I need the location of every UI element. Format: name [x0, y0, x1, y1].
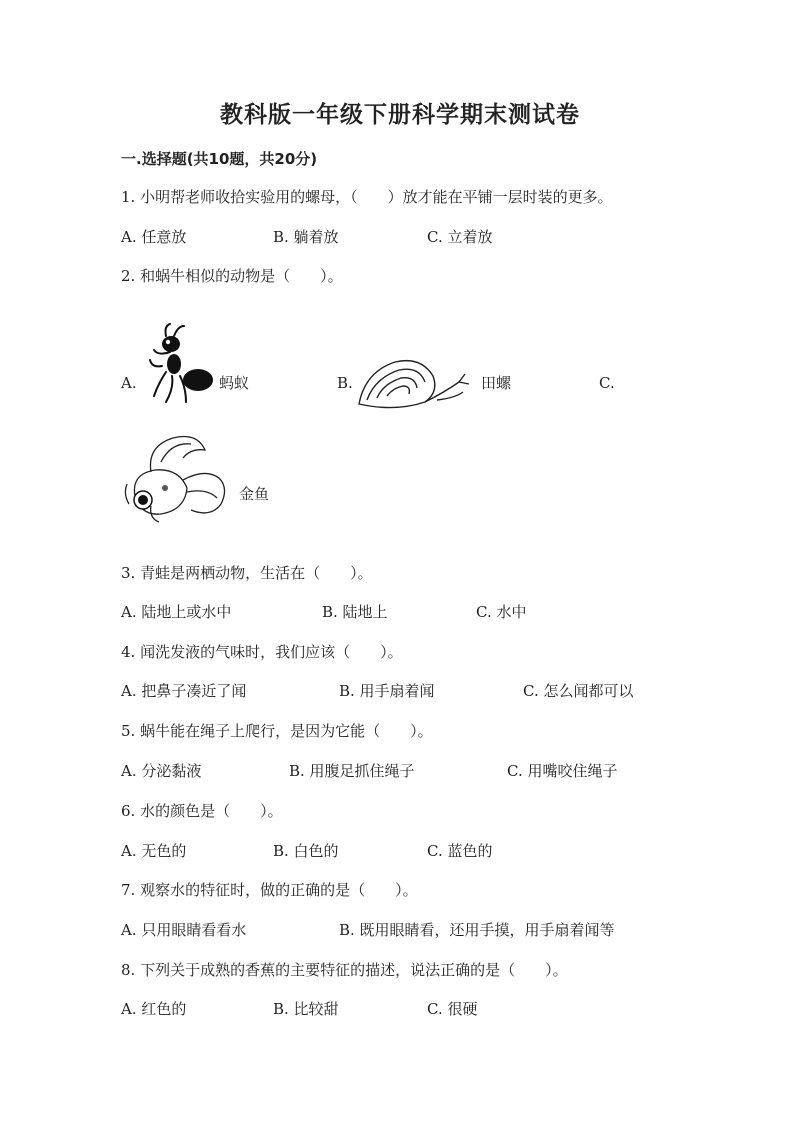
ant-image	[140, 322, 216, 408]
goldfish-image	[121, 432, 233, 524]
q2-option-c-label: 金鱼	[239, 485, 270, 503]
q3-option-c[interactable]: C. 水中	[476, 603, 527, 621]
q5-option-c[interactable]: C. 用嘴咬住绳子	[507, 762, 618, 780]
q7-option-a[interactable]: A. 只用眼睛看看水	[121, 921, 247, 939]
q6-option-b[interactable]: B. 白色的	[273, 842, 339, 860]
question-6: 6. 水的颜色是（ ）。	[121, 802, 283, 820]
q6-option-a[interactable]: A. 无色的	[121, 842, 187, 860]
q8-option-b[interactable]: B. 比较甜	[273, 1000, 339, 1018]
section-heading: 一.选择题(共10题，共20分)	[121, 150, 318, 168]
question-7: 7. 观察水的特征时，做的正确的是（ ）。	[121, 881, 418, 899]
q6-option-c[interactable]: C. 蓝色的	[427, 842, 493, 860]
q8-option-c[interactable]: C. 很硬	[427, 1000, 478, 1018]
question-3: 3. 青蛙是两栖动物，生活在（ ）。	[121, 564, 373, 582]
q5-option-a[interactable]: A. 分泌黏液	[121, 762, 202, 780]
question-1: 1. 小明帮老师收拾实验用的螺母，（ ）放才能在平铺一层时装的更多。	[121, 188, 613, 206]
q7-option-b[interactable]: B. 既用眼睛看，还用手摸，用手扇着闻等	[339, 921, 615, 939]
q3-option-a[interactable]: A. 陆地上或水中	[121, 603, 232, 621]
q4-option-c[interactable]: C. 怎么闻都可以	[523, 682, 634, 700]
q2-option-a-letter[interactable]: A.	[121, 374, 137, 392]
q4-option-a[interactable]: A. 把鼻子凑近了闻	[121, 682, 247, 700]
q3-option-b[interactable]: B. 陆地上	[322, 603, 388, 621]
q1-option-a[interactable]: A. 任意放	[121, 228, 187, 246]
question-4: 4. 闻洗发液的气味时，我们应该（ ）。	[121, 643, 403, 661]
q2-option-c-letter[interactable]: C.	[599, 374, 615, 392]
q5-option-b[interactable]: B. 用腹足抓住绳子	[289, 762, 415, 780]
snail-image	[355, 352, 475, 412]
q8-option-a[interactable]: A. 红色的	[121, 1000, 187, 1018]
q2-option-b-label: 田螺	[481, 374, 512, 392]
page-title: 教科版一年级下册科学期末测试卷	[220, 101, 580, 128]
question-5: 5. 蜗牛能在绳子上爬行，是因为它能（ ）。	[121, 722, 433, 740]
q1-option-c[interactable]: C. 立着放	[427, 228, 493, 246]
q2-option-a-label: 蚂蚁	[219, 374, 250, 392]
q1-option-b[interactable]: B. 躺着放	[273, 228, 339, 246]
q2-option-b-letter[interactable]: B.	[337, 374, 353, 392]
question-8: 8. 下列关于成熟的香蕉的主要特征的描述，说法正确的是（ ）。	[121, 961, 568, 979]
question-2: 2. 和蜗牛相似的动物是（ ）。	[121, 267, 343, 285]
q4-option-b[interactable]: B. 用手扇着闻	[339, 682, 435, 700]
